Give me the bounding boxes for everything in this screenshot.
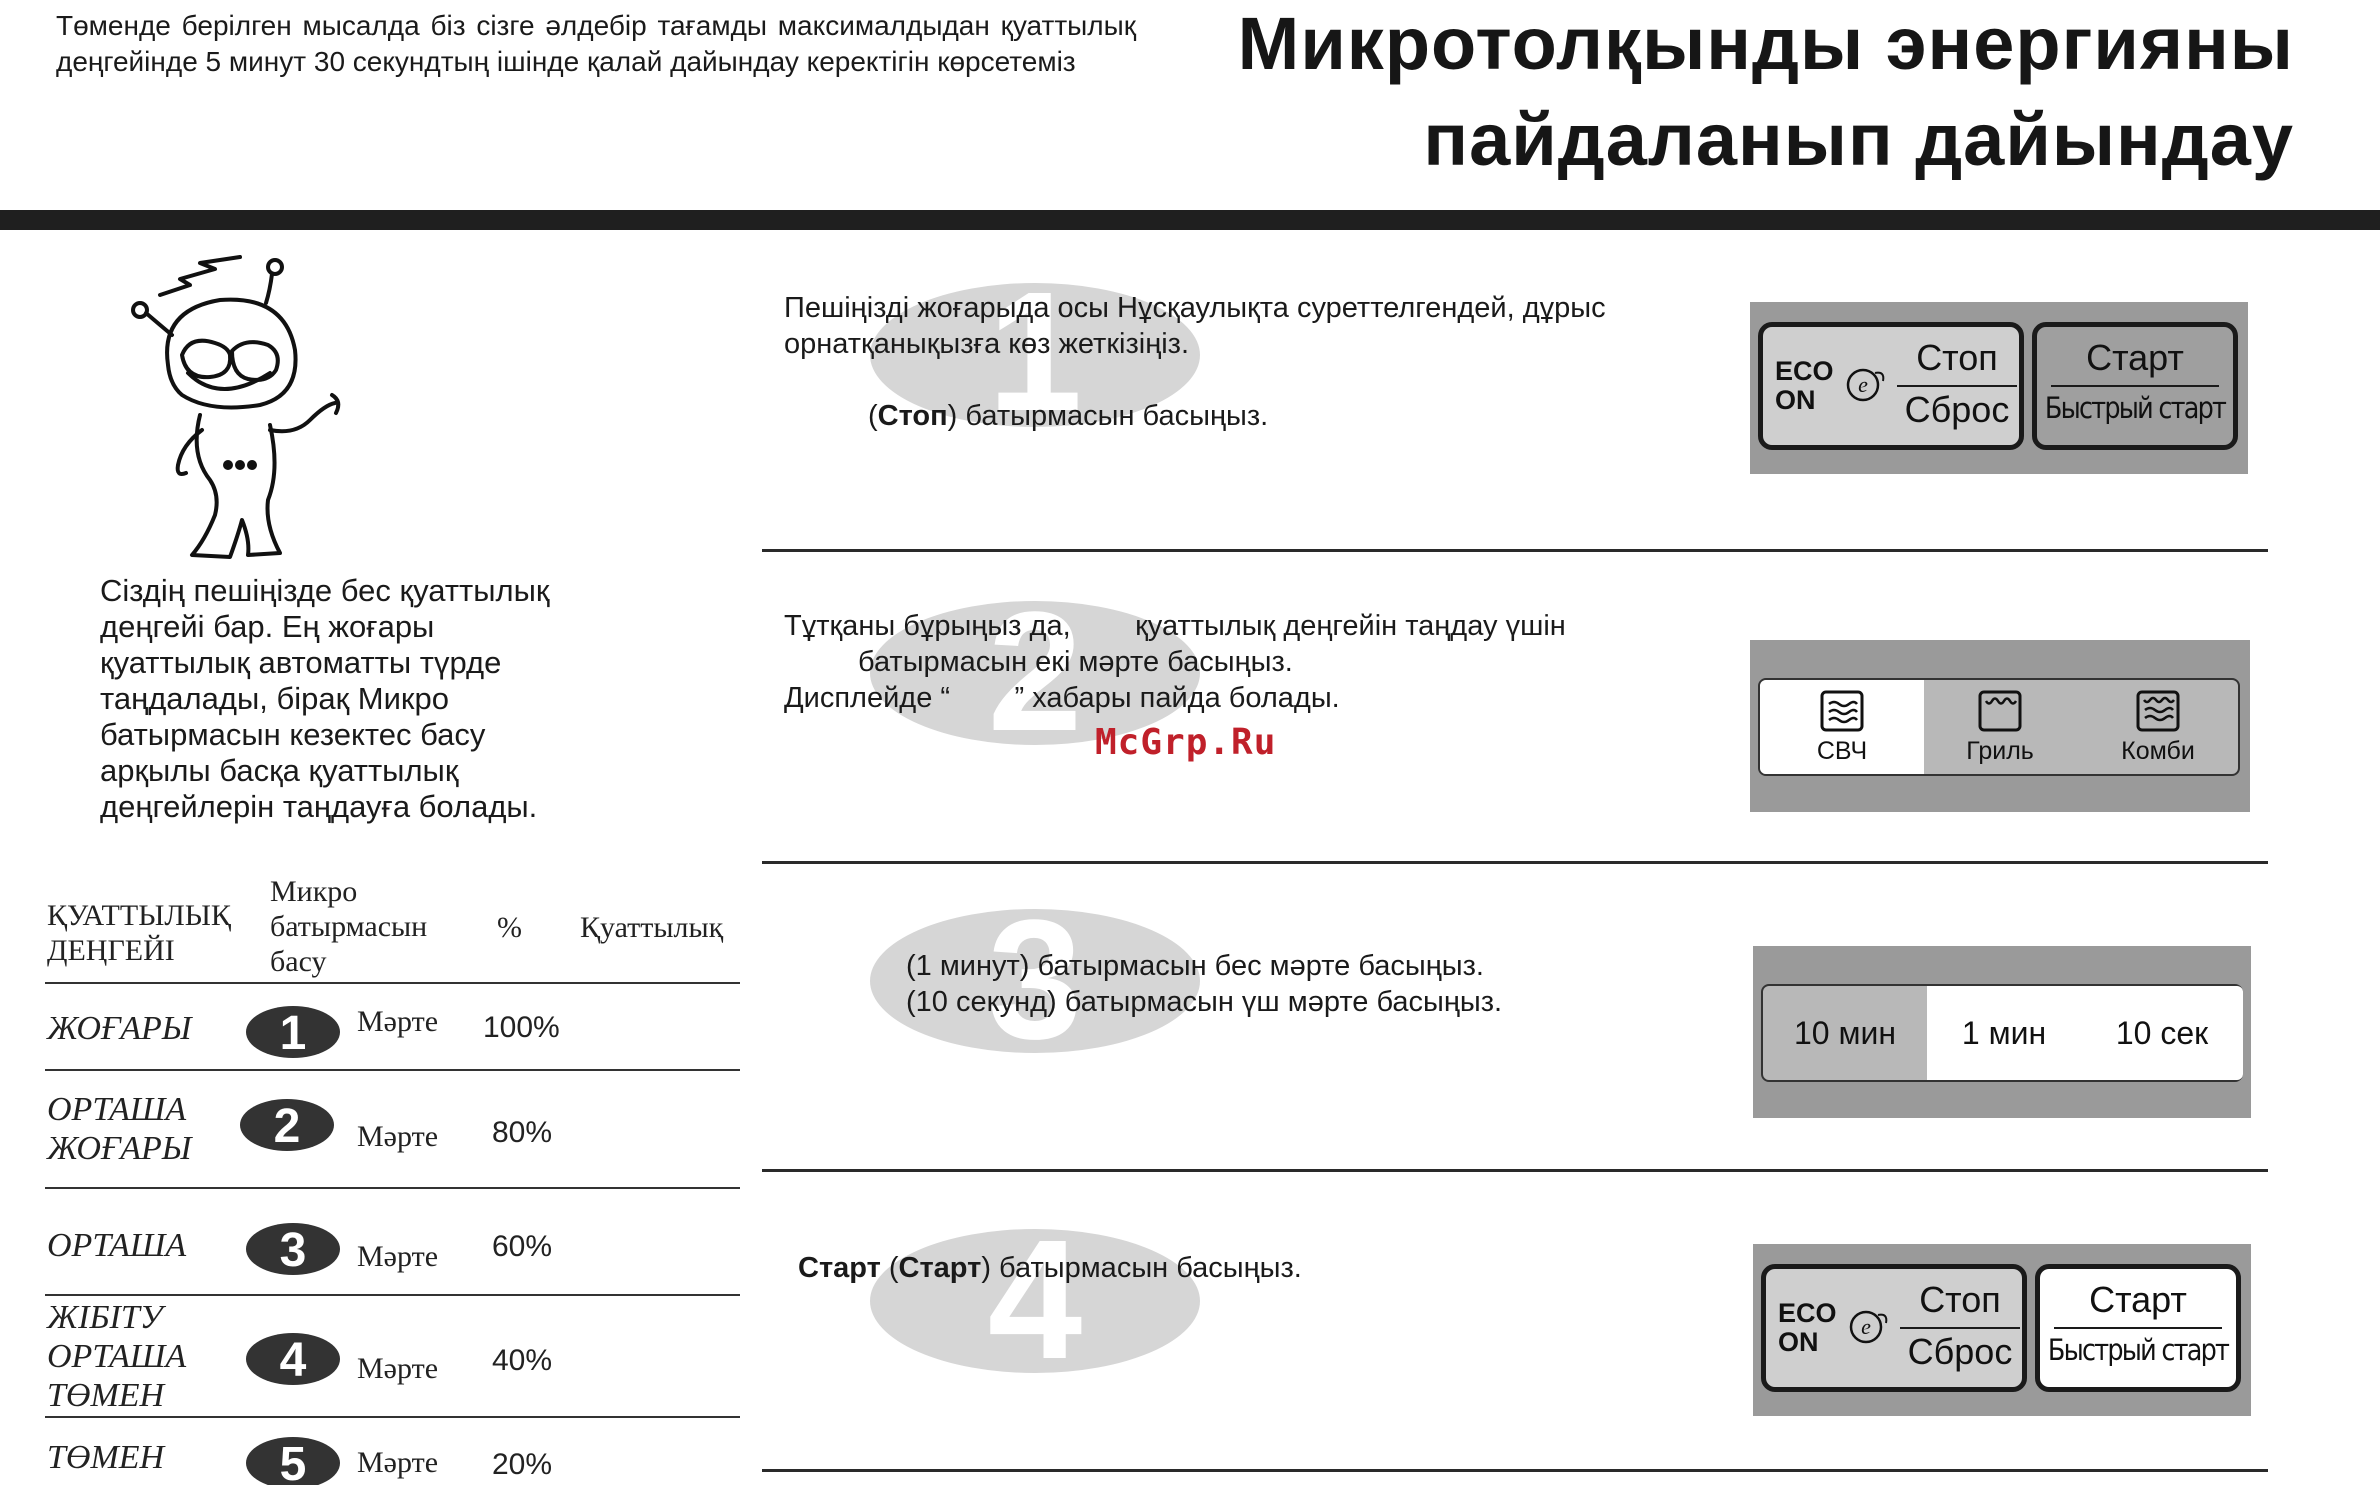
times-label: Мәрте (357, 1352, 439, 1385)
table-header-power: Қуаттылық (580, 911, 724, 944)
mode-label: Гриль (1966, 737, 2034, 765)
label-divider (2051, 385, 2219, 387)
label-divider (1897, 385, 2017, 387)
mode-label: СВЧ (1816, 737, 1868, 765)
mode-combi-button[interactable] (2076, 680, 2240, 774)
level-name: ОРТАША ЖОҒАРЫ (47, 1091, 192, 1167)
percent-value: 100% (483, 1011, 560, 1044)
svg-text:e: e (1861, 1314, 1871, 1339)
start-label: Старт (2086, 337, 2184, 378)
power-levels-description: Сіздің пешіңізде бес қуаттылық деңгейі бар. Ең жоғары қуаттылық автоматты түрде таңдалады, бірақ Микро батырмасын кезектес басу арқылы басқа қуаттылық деңгейлерін таңдауға болады. (100, 573, 550, 824)
mode-grill-button[interactable] (1924, 680, 2076, 774)
start-label: Старт (2089, 1279, 2187, 1320)
watermark: McGrp.Ru (1095, 722, 1277, 763)
number-badge-3 (245, 1222, 341, 1276)
start-button[interactable] (2035, 1264, 2241, 1392)
badge-number: 5 (279, 1438, 307, 1485)
step-4-number (868, 1226, 1202, 1376)
step-divider (762, 1469, 2268, 1472)
time-10sec-button[interactable]: 10 сек (2115, 1014, 2209, 1051)
number-badge-1 (245, 1005, 341, 1059)
mode-microwave-button[interactable] (1760, 680, 1924, 774)
step-1-line-2: орнатқанықызға көз жеткізіңіз. (784, 328, 1190, 360)
table-header-level: ҚУАТТЫЛЫҚ ДЕҢГЕЙІ (47, 899, 231, 967)
quick-start-label: Быстрый старт (2044, 391, 2226, 425)
mascot-illustration (120, 255, 380, 565)
times-label: Мәрте (357, 1120, 439, 1153)
table-header-rule (45, 982, 740, 984)
eco-on-label: ECO ON (1775, 356, 1834, 415)
table-row (45, 1070, 740, 1190)
percent-value: 20% (492, 1448, 553, 1481)
times-label: Мәрте (357, 1446, 439, 1479)
step-number: 4 (987, 1226, 1083, 1376)
svg-text:e: e (1858, 372, 1868, 397)
step-2-line-1: Тұтқаны бұрыңыз да, қуаттылық деңгейін таңдау үшін (784, 610, 1566, 642)
eco-leaf-icon (1843, 363, 1887, 407)
eco-stop-button[interactable] (1761, 1264, 2027, 1392)
step-2-line-3: Дисплейде “ ” хабары пайда болады. (784, 682, 1340, 714)
table-row (45, 1294, 740, 1434)
eco-leaf-icon (1846, 1305, 1890, 1349)
step-2-line-2: батырмасын екі мәрте басыңыз. (858, 646, 1293, 678)
reset-label: Сброс (1907, 1331, 2013, 1372)
time-selector (1761, 984, 2243, 1082)
step-number: 3 (987, 906, 1083, 1056)
mode-selector (1758, 678, 2240, 776)
table-row (45, 1190, 740, 1295)
label-divider (1900, 1327, 2020, 1329)
grill-icon (1978, 690, 2022, 732)
percent-value: 40% (492, 1344, 553, 1377)
control-panel-stop-start-2 (1753, 1244, 2251, 1416)
step-3-text (906, 948, 1502, 1020)
number-badge-5 (245, 1436, 341, 1485)
combi-icon (2136, 690, 2180, 732)
badge-number: 2 (273, 1100, 301, 1152)
stop-label: Стоп (1919, 1279, 2001, 1320)
control-panel-modes (1750, 640, 2250, 812)
step-1-line-3: (Стоп) батырмасын басыңыз. (868, 400, 1269, 432)
badge-number: 4 (279, 1334, 307, 1386)
badge-number: 3 (279, 1224, 307, 1276)
step-number: 2 (987, 598, 1083, 748)
level-name: ЖІБІТУ ОРТАША ТӨМЕН (47, 1299, 187, 1414)
page-title (1238, 0, 2294, 188)
step-2-text (784, 608, 1566, 716)
intro-text: Төменде берілген мысалда біз сізге әлдебір тағамды максималдыдан қуаттылық деңгейінде 5 минут 30 секундтың ішінде қалай дайындау керектігін көрсетеміз (56, 10, 1136, 77)
mode-label: Комби (2121, 737, 2195, 765)
step-1-line-1: Пешіңізді жоғарыда осы Нұсқаулықта суреттелгендей, дұрыс (784, 292, 1606, 324)
table-header-presses: Микро батырмасын басу (270, 875, 428, 978)
stop-bold: Стоп (877, 400, 948, 432)
times-label: Мәрте (357, 1005, 439, 1038)
eco-on-label: ECO ON (1778, 1298, 1837, 1357)
level-name: ТӨМЕН (47, 1439, 165, 1476)
percent-value: 60% (492, 1230, 553, 1263)
quick-start-label: Быстрый старт (2047, 1333, 2229, 1367)
table-row (45, 1418, 740, 1485)
step-3-line-2: (10 секунд) батырмасын үш мәрте басыңыз. (906, 986, 1503, 1018)
label-divider (2054, 1327, 2222, 1329)
step-divider (762, 1169, 2268, 1172)
level-name: ЖОҒАРЫ (47, 1010, 192, 1047)
number-badge-2 (239, 1098, 335, 1152)
table-header-percent: % (497, 911, 522, 944)
time-1min-button[interactable]: 1 мин (1961, 1014, 2047, 1051)
badge-number: 1 (279, 1007, 307, 1059)
reset-label: Сброс (1904, 389, 2010, 430)
step-divider (762, 549, 2268, 552)
step-1-text (784, 290, 1606, 434)
number-badge-4 (245, 1332, 341, 1386)
control-panel-time (1753, 946, 2251, 1118)
eco-stop-button[interactable] (1758, 322, 2024, 450)
header-bar (0, 210, 2380, 230)
title-line-2: пайдаланып дайындау (1423, 98, 2294, 181)
step-4-text: Старт (Старт) батырмасын басыңыз. (798, 1252, 1302, 1284)
microwave-icon (1820, 690, 1864, 732)
stop-label: Стоп (1916, 337, 1998, 378)
control-panel-stop-start (1750, 302, 2248, 474)
step-divider (762, 861, 2268, 864)
percent-value: 80% (492, 1116, 553, 1149)
time-10min-button[interactable]: 10 мин (1793, 1014, 1897, 1051)
level-name: ОРТАША (47, 1227, 187, 1264)
step-3-line-1: (1 минут) батырмасын бес мәрте басыңыз. (906, 950, 1484, 982)
start-button[interactable] (2032, 322, 2238, 450)
step-number: 1 (987, 280, 1083, 430)
title-line-1: Микротолқынды энергияны (1237, 2, 2294, 85)
times-label: Мәрте (357, 1240, 439, 1273)
